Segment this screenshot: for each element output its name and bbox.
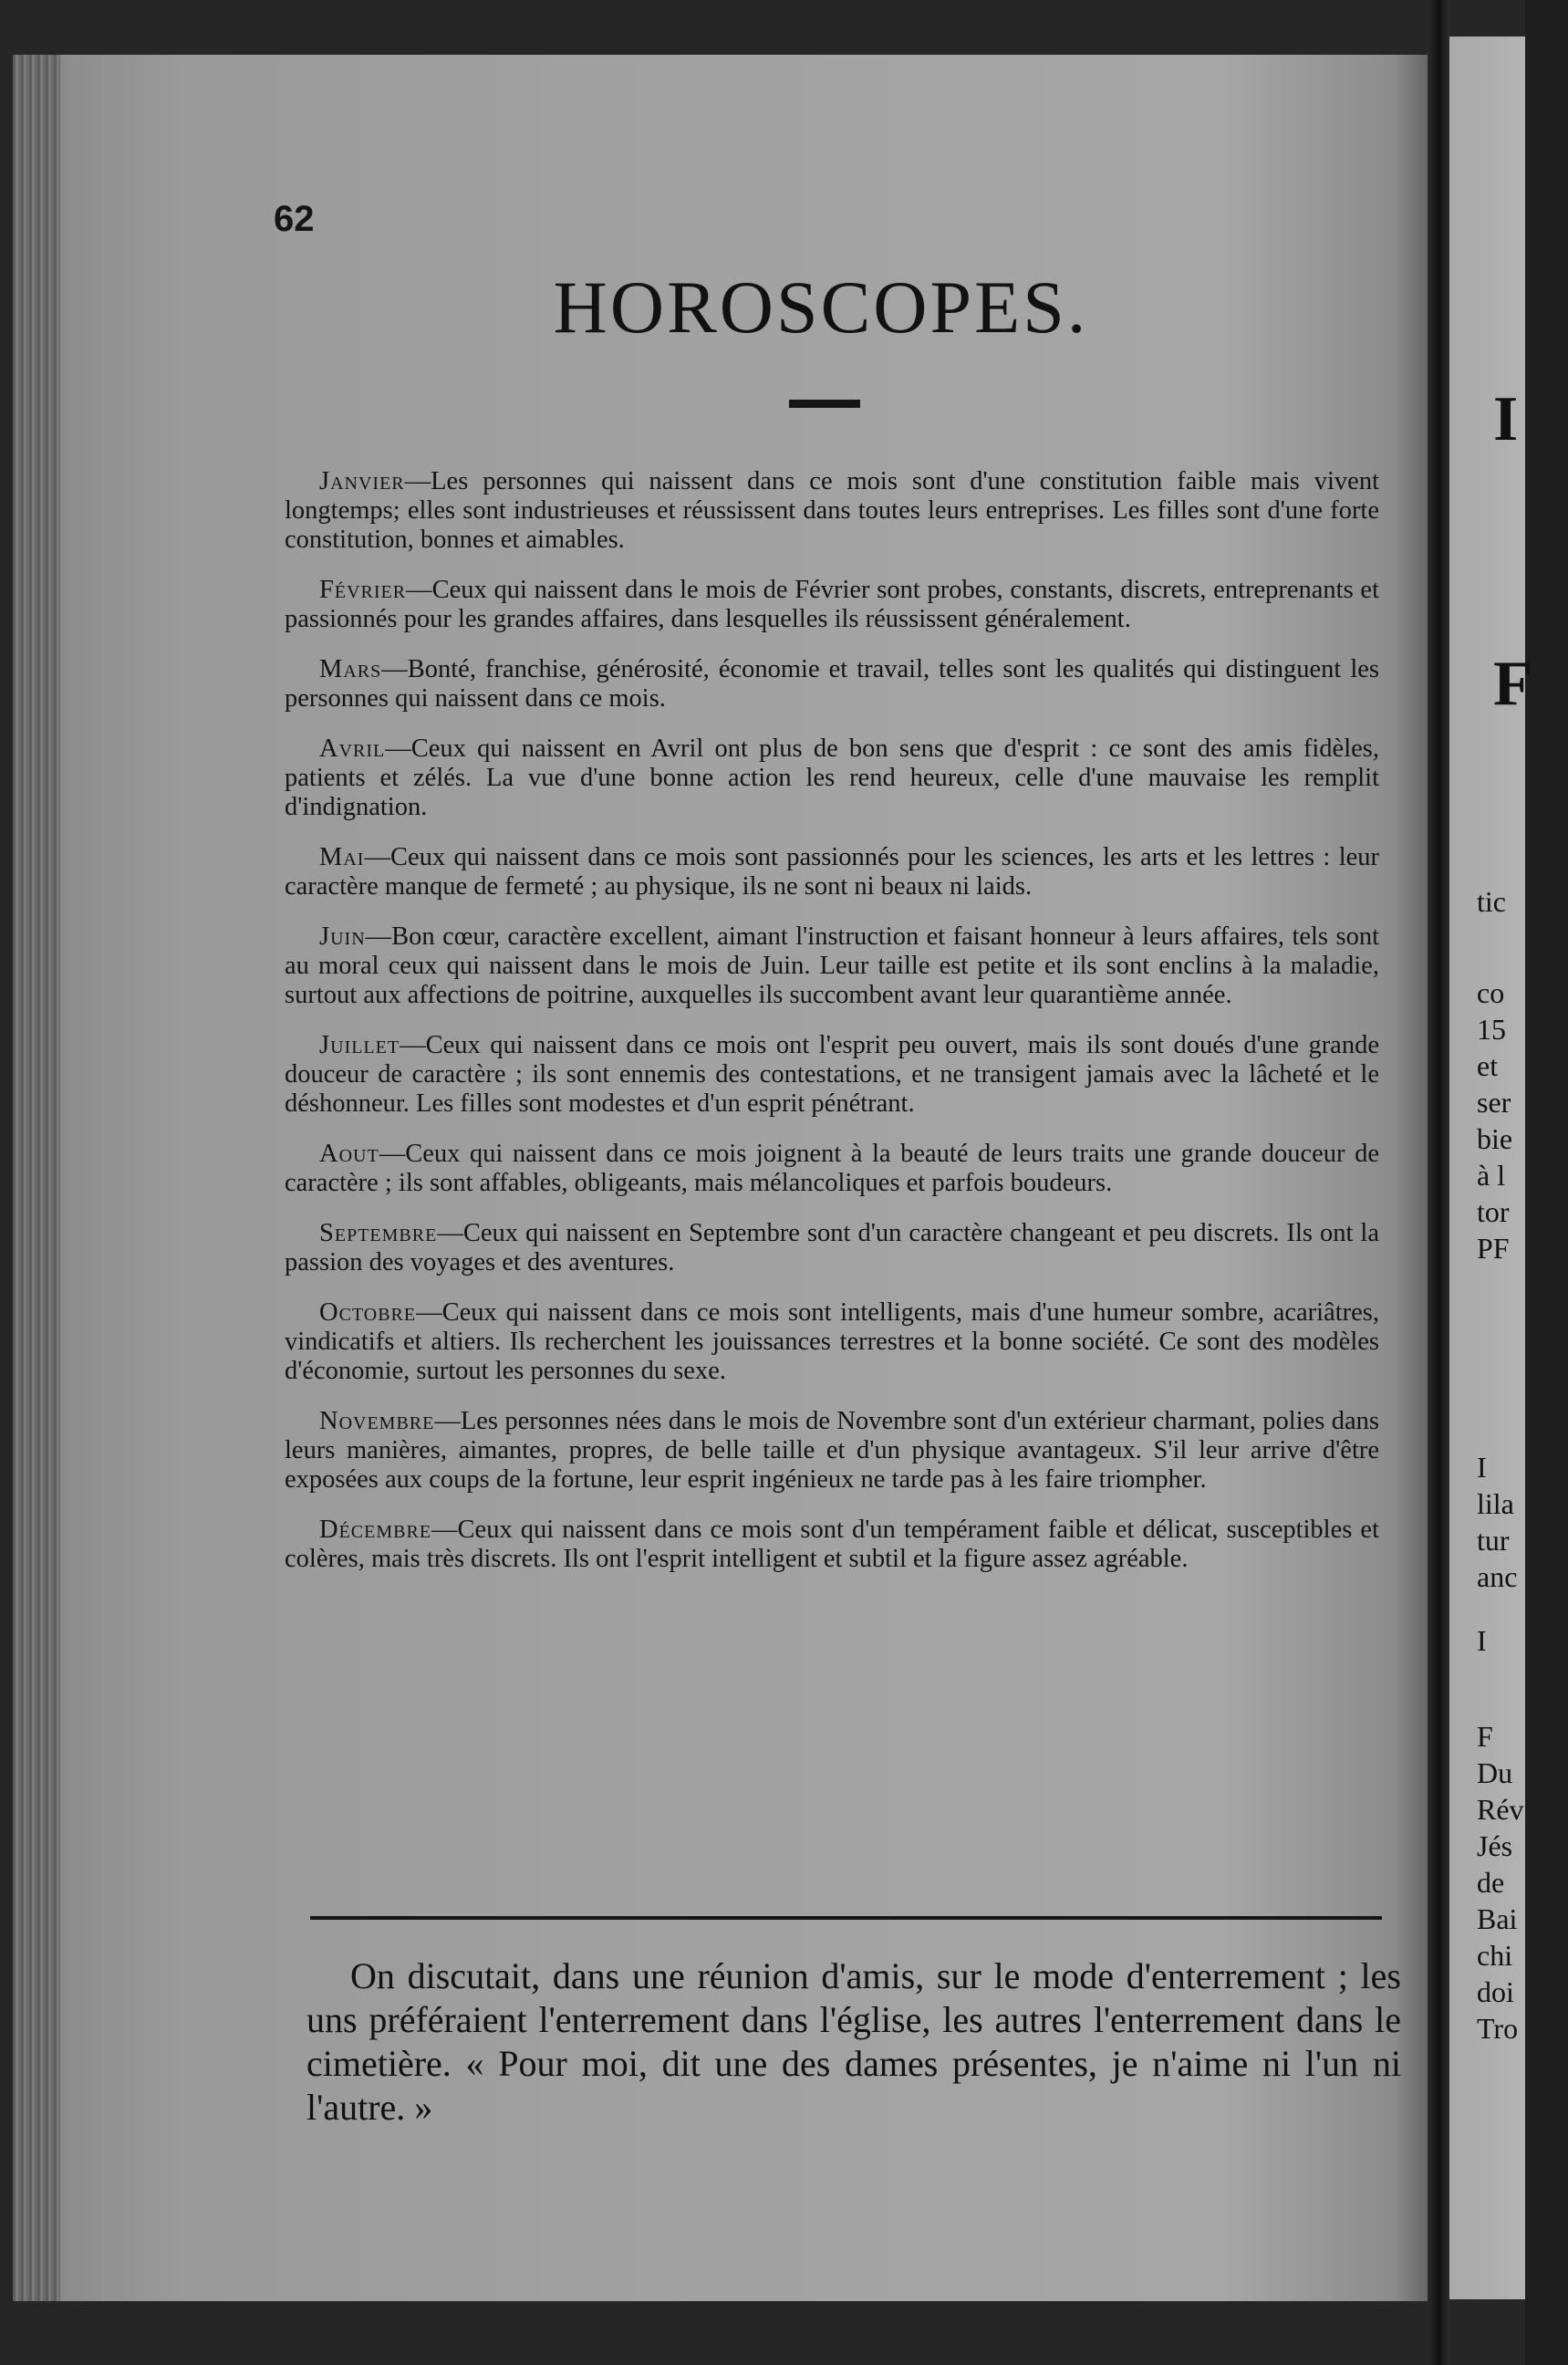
month-label: Avril xyxy=(319,735,386,763)
right-page-text: co xyxy=(1477,976,1505,1009)
right-page-text: tic xyxy=(1477,885,1506,918)
right-page-letter: I xyxy=(1493,384,1519,454)
horoscope-entry-decembre xyxy=(285,1516,1379,1574)
right-page-text: I xyxy=(1477,1451,1487,1484)
right-page-text: chi xyxy=(1477,1939,1513,1972)
horoscope-entry-juin xyxy=(285,922,1379,1010)
right-page-letter: F xyxy=(1493,649,1532,719)
horoscope-entry-novembre xyxy=(285,1407,1379,1495)
entry-text: —Ceux qui naissent dans ce mois joignent à la beauté de leurs traits une grande douceur de caractère ; ils sont affables, obligeants, mais mélancoliques et parfois boudeurs. xyxy=(285,1140,1379,1197)
right-page-text: tur xyxy=(1477,1524,1510,1557)
entry-text: —Bon cœur, caractère excellent, aimant l'instruction et faisant honneur à leurs affaires, tels sont au moral ceux qui naissent dans le mois de Juin. Leur taille est petite et ils sont enclins à la maladie, surtout aux affections de poitrine, auxquelles ils succombent avant leur quarantième année. xyxy=(285,922,1379,1009)
page-edge xyxy=(13,55,60,2301)
horoscope-entry-aout xyxy=(285,1140,1379,1198)
right-page-text: I xyxy=(1477,1624,1487,1657)
section-divider xyxy=(310,1916,1382,1920)
entry-text: —Ceux qui naissent en Septembre sont d'un caractère changeant et peu discrets. Ils ont la passion des voyages et des aventures. xyxy=(285,1219,1379,1276)
right-page-text: Bai xyxy=(1477,1902,1518,1935)
horoscope-entry-mars xyxy=(285,655,1379,714)
month-label: Janvier xyxy=(319,467,405,495)
horoscope-entry-octobre xyxy=(285,1298,1379,1386)
right-page-text: 15 xyxy=(1477,1013,1506,1046)
entry-text: —Ceux qui naissent en Avril ont plus de bon sens que d'esprit : ce sont des amis fidèles, patients et zélés. La vue d'une bonne action les rend heureux, celle d'une mauvaise les remplit d'indignation. xyxy=(285,735,1379,821)
right-page-text: ser xyxy=(1477,1086,1511,1119)
month-label: Octobre xyxy=(319,1298,417,1327)
entry-text: —Ceux qui naissent dans ce mois ont l'esprit peu ouvert, mais ils sont doués d'une grande douceur de caractère ; ils sont ennemis des contestations, et ne transigent jamais avec la lâcheté et le déshonneur. Les filles sont modestes et d'un esprit pénétrant. xyxy=(285,1031,1379,1118)
month-label: Décembre xyxy=(319,1516,432,1544)
entry-text: —Ceux qui naissent dans ce mois sont intelligents, mais d'une humeur sombre, acariâtres, vindicatifs et altiers. Ils recherchent les jouissances terrestres et la bonne société. Ce sont des modèles d'économie, surtout les personnes du sexe. xyxy=(285,1298,1379,1385)
horoscope-entries xyxy=(285,467,1379,1595)
month-label: Septembre xyxy=(319,1219,438,1247)
month-label: Mai xyxy=(319,843,365,871)
right-page-text: Tro xyxy=(1477,2012,1519,2045)
entry-text: —Bonté, franchise, générosité, économie et travail, telles sont les qualités qui distinguent les personnes qui naissent dans ce mois. xyxy=(285,655,1379,713)
horoscope-entry-septembre xyxy=(285,1219,1379,1277)
entry-text: —Les personnes qui naissent dans ce mois sont d'une constitution faible mais vivent longtemps; elles sont industrieuses et réussissent dans toutes leurs entreprises. Les filles sont d'une forte constitution, bonnes et aimables. xyxy=(285,467,1379,554)
right-page-text: F xyxy=(1477,1720,1493,1753)
entry-text: —Ceux qui naissent dans ce mois sont d'un tempérament faible et délicat, susceptibles et colères, mais très discrets. Ils ont l'esprit intelligent et subtil et la figure assez agréable. xyxy=(285,1516,1379,1573)
entry-text: —Ceux qui naissent dans ce mois sont passionnés pour les sciences, les arts et les lettres : leur caractère manque de fermeté ; au physique, ils ne sont ni beaux ni laids. xyxy=(285,843,1379,901)
right-page-text: et xyxy=(1477,1049,1499,1082)
book-gutter xyxy=(1428,0,1449,2365)
page-title: HOROSCOPES. xyxy=(553,266,1089,349)
horoscope-entry-mai xyxy=(285,843,1379,901)
right-page-text: Jés xyxy=(1477,1829,1513,1862)
title-rule xyxy=(789,400,860,408)
right-page-text: Rév xyxy=(1477,1793,1524,1826)
month-label: Juillet xyxy=(319,1031,400,1059)
right-page-text: tor xyxy=(1477,1195,1510,1228)
month-label: Aout xyxy=(319,1140,379,1168)
horoscope-entry-fevrier xyxy=(285,576,1379,634)
horoscope-entry-avril xyxy=(285,735,1379,822)
anecdote-paragraph: On discutait, dans une réunion d'amis, sur le mode d'enterrement ; les uns préféraient l'enterrement dans l'église, les autres l'enterrement dans le cimetière. « Pour moi, dit une des dames présentes, je n'aime ni l'un ni l'autre. » xyxy=(306,1955,1401,2128)
right-page-fragment xyxy=(1449,36,1532,2299)
month-label: Juin xyxy=(319,922,366,951)
horoscope-entry-juillet xyxy=(285,1031,1379,1119)
right-page-text: anc xyxy=(1477,1560,1518,1593)
right-page-text: de xyxy=(1477,1866,1505,1899)
month-label: Novembre xyxy=(319,1407,435,1435)
page-number: 62 xyxy=(274,199,315,239)
right-page-text: PF xyxy=(1477,1232,1510,1265)
month-label: Février xyxy=(319,576,407,604)
right-page-text: bie xyxy=(1477,1122,1513,1155)
month-label: Mars xyxy=(319,655,382,683)
right-page-text: Du xyxy=(1477,1756,1513,1789)
horoscope-entry-janvier xyxy=(285,467,1379,555)
right-page-text: doi xyxy=(1477,1975,1514,2008)
right-page-text: à l xyxy=(1477,1159,1506,1192)
entry-text: —Ceux qui naissent dans le mois de Février sont probes, constants, discrets, entreprenants et passionnés pour les grandes affaires, dans lesquelles ils réussissent généralement. xyxy=(285,576,1379,633)
entry-text: —Les personnes nées dans le mois de Novembre sont d'un extérieur charmant, polies dans leurs manières, aimantes, propres, de belle taille et d'un physique avantageux. S'il leur arrive d'être exposées aux coups de la fortune, leur esprit ingénieux ne tarde pas à les faire triompher. xyxy=(285,1407,1379,1494)
right-page-text: lila xyxy=(1477,1487,1514,1520)
